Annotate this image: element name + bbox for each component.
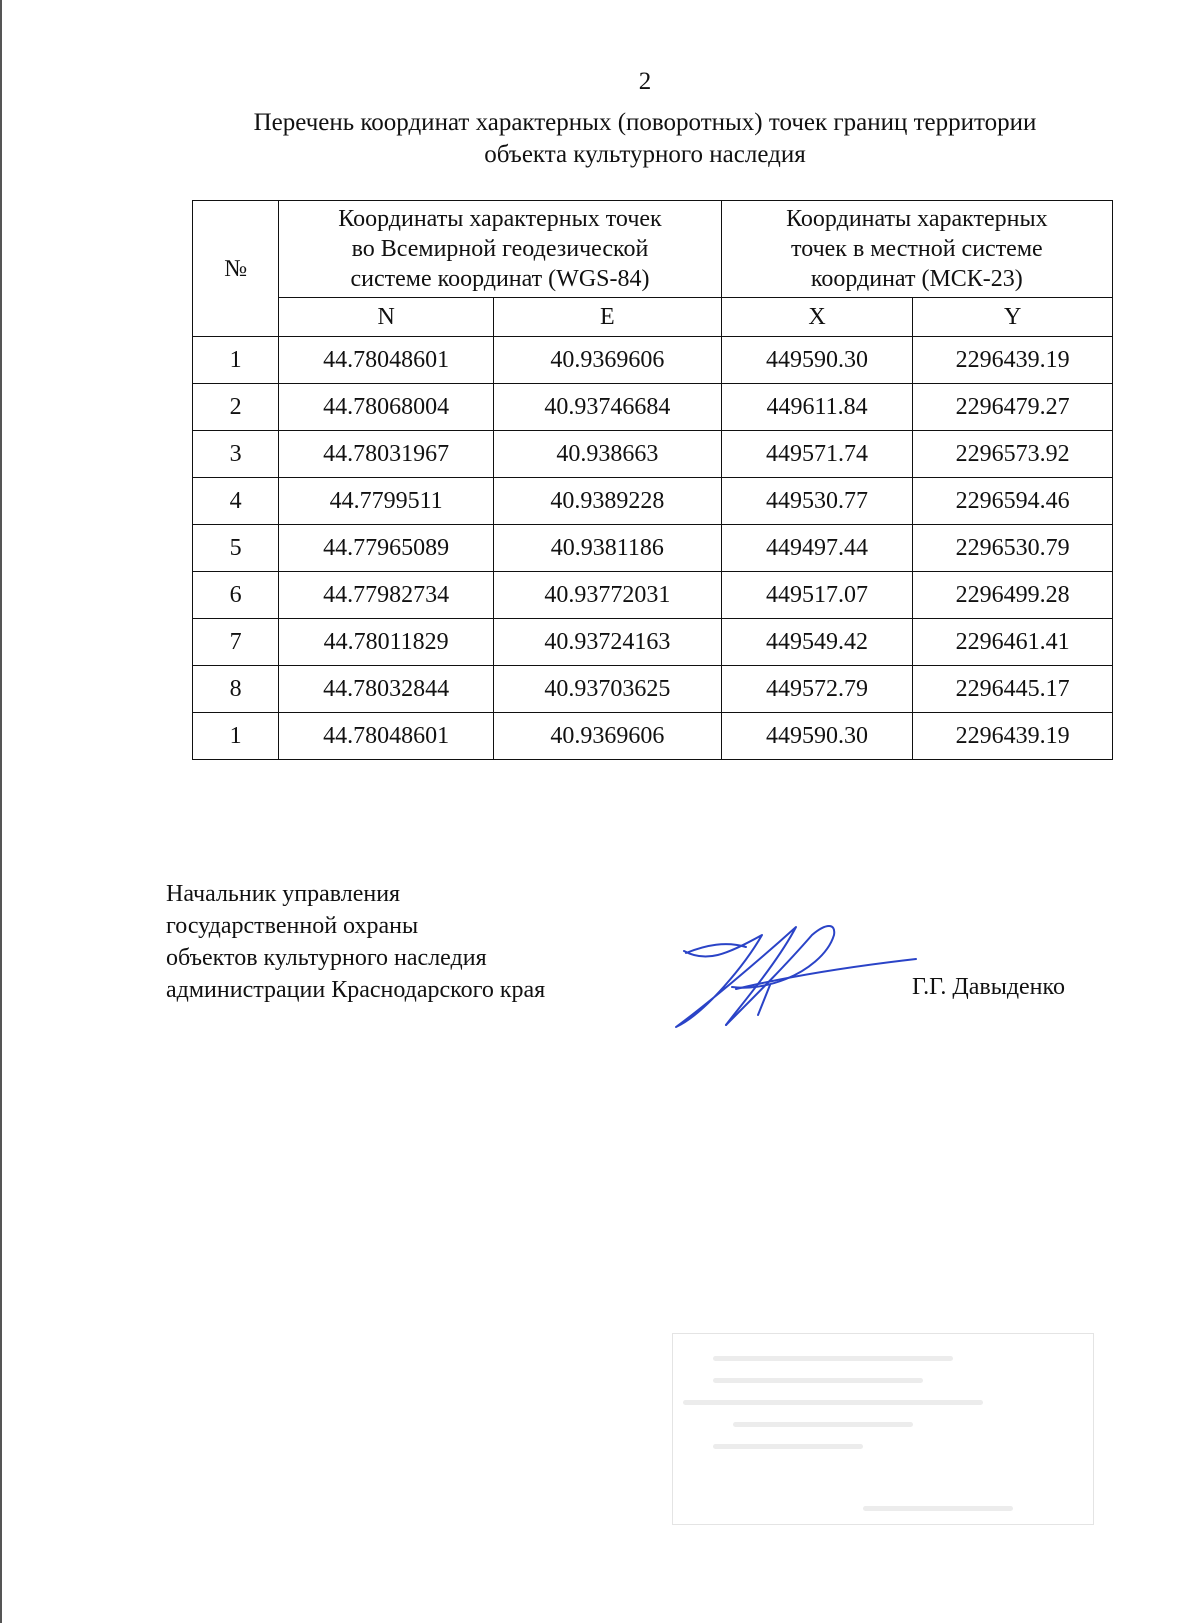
title-line-2: объекта культурного наследия [484,141,806,168]
header-wgs84-line-3: системе координат (WGS-84) [350,266,650,292]
cell-x: 449611.84 [721,384,913,431]
header-msk23 [721,201,1112,298]
signature-image [666,915,926,1035]
stamp-line [863,1506,1013,1511]
header-wgs84-line-1: Координаты характерных точек [338,206,662,232]
cell-x: 449571.74 [721,431,913,478]
cell-e: 40.93724163 [493,619,721,666]
table-row [193,572,1113,619]
table-subheader-row [193,298,1113,337]
page-number: 2 [638,68,652,95]
stamp-line [713,1356,953,1361]
cell-y: 2296461.41 [913,619,1113,666]
header-wgs84-line-2: во Всемирной геодезической [351,236,649,262]
cell-y: 2296439.19 [913,337,1113,384]
cell-y: 2296479.27 [913,384,1113,431]
table-row [193,384,1113,431]
table-header-row [193,201,1113,298]
cell-number: 4 [193,478,279,525]
cell-number: 7 [193,619,279,666]
cell-x: 449590.30 [721,713,913,760]
header-msk23-line-2: точек в местной системе [791,236,1043,262]
signer-position-line-1: Начальник управления [166,881,401,907]
cell-n: 44.78048601 [279,337,494,384]
signer-name: Г.Г. Давыденко [912,974,1065,1000]
cell-n: 44.78011829 [279,619,494,666]
cell-y: 2296445.17 [913,666,1113,713]
table-row [193,619,1113,666]
cell-n: 44.78032844 [279,666,494,713]
signer-position-line-2: государственной охраны [166,913,419,939]
cell-y: 2296439.19 [913,713,1113,760]
table-row [193,666,1113,713]
cell-number: 1 [193,337,279,384]
cell-e: 40.93746684 [493,384,721,431]
signer-position-line-3: объектов культурного наследия [166,945,487,971]
cell-y: 2296499.28 [913,572,1113,619]
table-row [193,478,1113,525]
cell-n: 44.78068004 [279,384,494,431]
cell-number: 5 [193,525,279,572]
cell-e: 40.93703625 [493,666,721,713]
cell-x: 449530.77 [721,478,913,525]
coordinates-table [192,200,1113,760]
cell-x: 449517.07 [721,572,913,619]
signer-position-line-4: администрации Краснодарского края [166,977,546,1003]
cell-n: 44.78048601 [279,713,494,760]
cell-n: 44.78031967 [279,431,494,478]
header-e: E [493,298,721,337]
title-line-1: Перечень координат характерных (поворотных) точек границ территории [253,109,1037,136]
cell-x: 449572.79 [721,666,913,713]
header-wgs84 [279,201,721,298]
cell-x: 449497.44 [721,525,913,572]
stamp-line [713,1444,863,1449]
table-row [193,337,1113,384]
stamp-line [733,1422,913,1427]
header-msk23-line-3: координат (МСК-23) [810,266,1023,292]
cell-y: 2296573.92 [913,431,1113,478]
cell-n: 44.77965089 [279,525,494,572]
header-msk23-line-1: Координаты характерных [786,206,1048,232]
cell-number: 2 [193,384,279,431]
stamp-line [683,1400,983,1405]
cell-x: 449590.30 [721,337,913,384]
table-row [193,525,1113,572]
cell-e: 40.9369606 [493,713,721,760]
signer-block [166,878,545,1006]
cell-number: 1 [193,713,279,760]
cell-e: 40.938663 [493,431,721,478]
cell-e: 40.9369606 [493,337,721,384]
cell-n: 44.7799511 [279,478,494,525]
cell-number: 3 [193,431,279,478]
cell-n: 44.77982734 [279,572,494,619]
cell-x: 449549.42 [721,619,913,666]
header-x: X [721,298,913,337]
cell-e: 40.9381186 [493,525,721,572]
header-number: № [193,201,279,337]
header-n: N [279,298,494,337]
table-row [193,431,1113,478]
cell-e: 40.9389228 [493,478,721,525]
document-title [0,107,1200,171]
cell-number: 6 [193,572,279,619]
page-edge-line [0,0,2,1623]
header-y: Y [913,298,1113,337]
cell-y: 2296594.46 [913,478,1113,525]
faded-stamp [672,1333,1094,1525]
stamp-line [713,1378,923,1383]
cell-e: 40.93772031 [493,572,721,619]
cell-y: 2296530.79 [913,525,1113,572]
table-row [193,713,1113,760]
cell-number: 8 [193,666,279,713]
